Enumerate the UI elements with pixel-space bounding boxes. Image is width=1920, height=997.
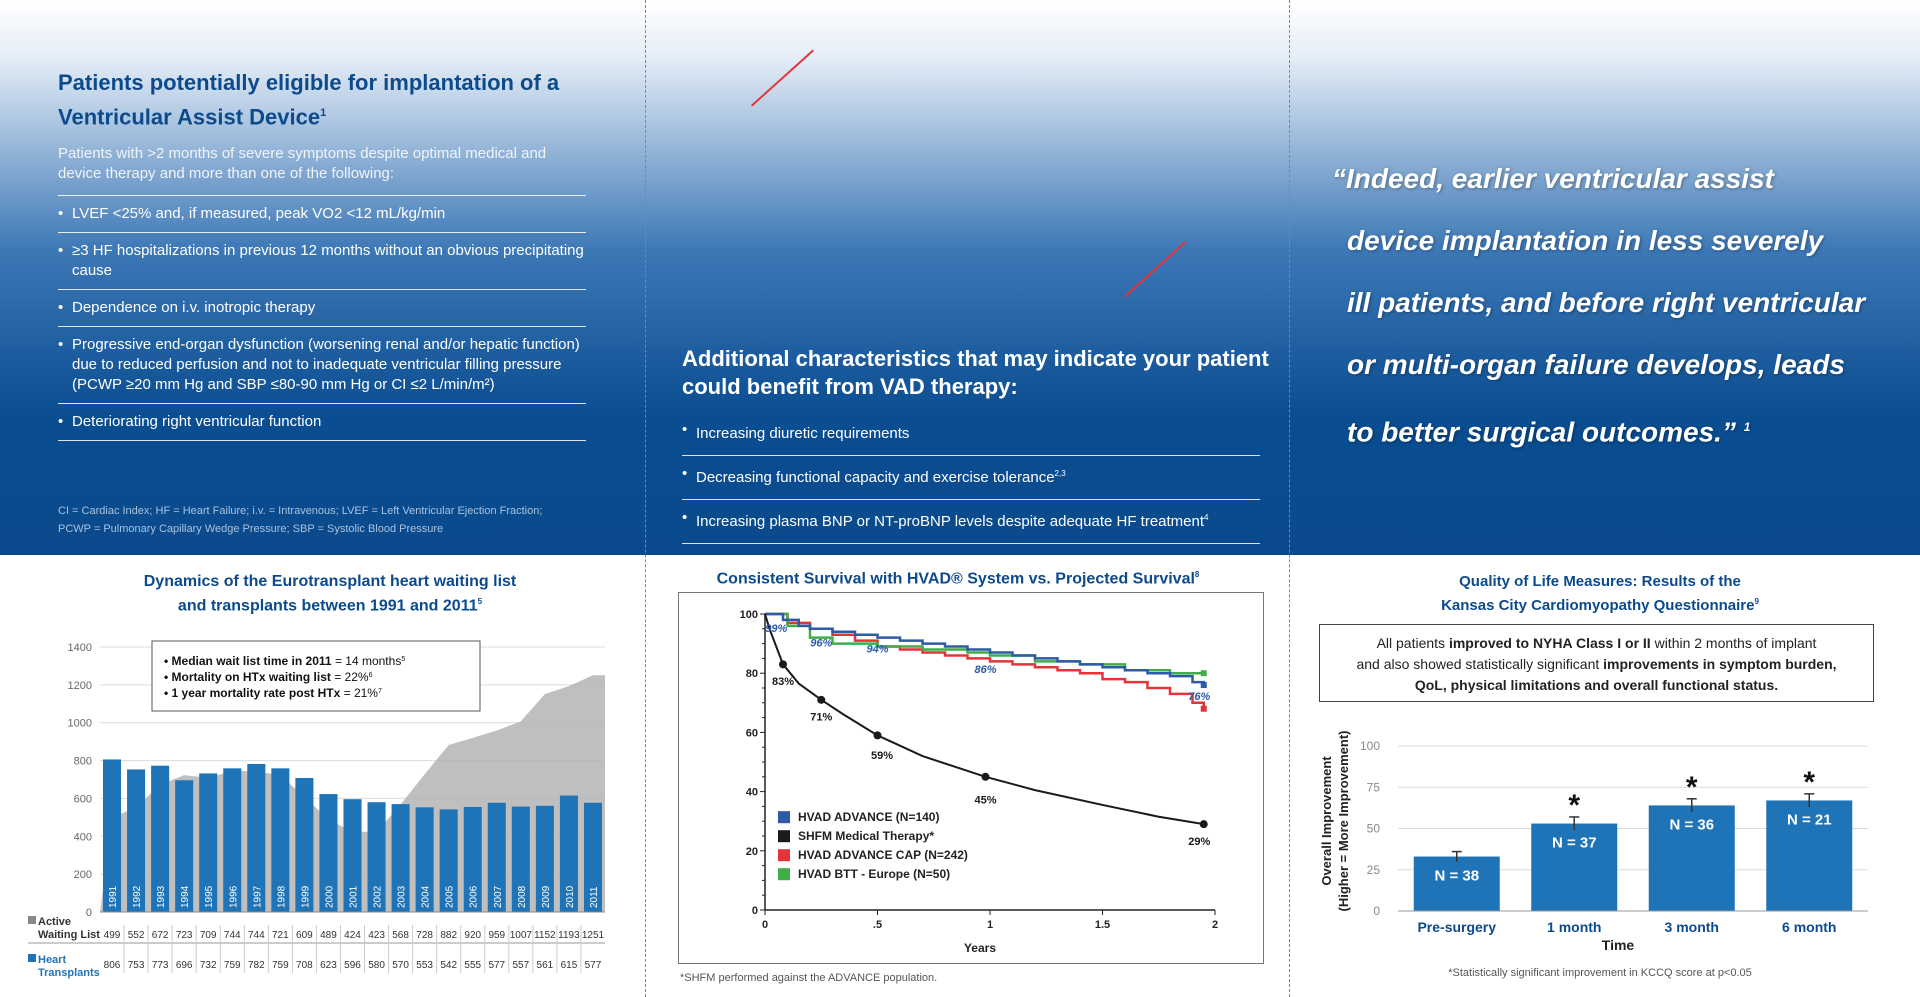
row-label-waiting: Waiting List — [38, 929, 100, 941]
waiting-list-value: 424 — [344, 930, 361, 941]
characteristic-item — [682, 456, 1260, 500]
row-label-waiting: Active — [38, 916, 72, 928]
y-tick-label: 20 — [745, 845, 758, 858]
survival-point-label: 96% — [810, 637, 833, 650]
annotation-value: = 14 months — [334, 654, 402, 668]
annotation-label: • Mortality on HTx waiting list — [164, 670, 335, 684]
waiting-chart-title-ref: 5 — [477, 597, 483, 606]
n-label: N = 37 — [1551, 834, 1597, 852]
row-label-transplants: Transplants — [38, 967, 100, 979]
year-label: 2007 — [492, 885, 504, 908]
pull-quote — [1332, 148, 1892, 463]
annotation-line — [164, 670, 373, 684]
transplant-value: 759 — [223, 960, 241, 971]
waiting-list-value: 959 — [488, 930, 506, 941]
additional-characteristics-title: Additional characteristics that may indicate your patient could benefit from VAD therapy: — [682, 346, 1269, 399]
kccq-chart — [1310, 712, 1890, 957]
x-category-label: Pre-surgery — [1417, 919, 1497, 935]
y-tick-label: 50 — [1366, 821, 1380, 836]
year-label: 2004 — [420, 885, 432, 908]
shfm-point — [1200, 820, 1208, 828]
legend-label: HVAD ADVANCE CAP (N=242) — [798, 848, 968, 863]
survival-chart-title — [678, 565, 1238, 589]
quote-line: or multi-organ failure develops, leads — [1347, 349, 1845, 380]
criteria-item: • LVEF <25% and, if measured, peak VO2 <12 mL/kg/min — [58, 195, 586, 232]
y-tick-label: 0 — [1373, 904, 1380, 918]
year-label: 1995 — [204, 885, 216, 908]
y-tick-label: 60 — [745, 727, 758, 740]
kccq-title-ref: 9 — [1754, 597, 1759, 606]
year-label: 2010 — [564, 885, 576, 908]
box-text: within 2 months of implant — [1650, 635, 1817, 651]
transplant-value: 542 — [440, 960, 458, 971]
x-category-label: 3 month — [1664, 919, 1719, 935]
legend-swatch — [778, 811, 790, 823]
box-bold: improvements in symptom burden, — [1603, 656, 1837, 672]
survival-point-label: 86% — [974, 664, 997, 677]
transplant-value: 570 — [392, 960, 409, 971]
transplant-value: 561 — [536, 960, 554, 971]
transplant-value: 557 — [512, 960, 530, 971]
waiting-list-value: 672 — [151, 930, 169, 941]
box-text: All patients — [1376, 635, 1449, 651]
transplant-value: 623 — [320, 960, 337, 971]
shfm-point — [982, 773, 990, 781]
transplant-swatch — [28, 954, 36, 962]
year-label: 1991 — [108, 885, 120, 908]
survival-chart-title-ref: 8 — [1194, 570, 1200, 579]
y-tick-label: 600 — [73, 793, 92, 806]
x-tick-label: .5 — [872, 919, 883, 931]
waiting-list-value: 1193 — [558, 930, 580, 941]
year-label: 2006 — [468, 885, 480, 908]
survival-point-label: 45% — [974, 794, 997, 807]
waiting-list-chart-title — [80, 572, 580, 616]
kccq-footnote: *Statistically significant improvement in KCCQ score at p<0.05 — [1448, 967, 1752, 979]
waiting-list-chart — [0, 620, 640, 979]
transplant-value: 773 — [151, 960, 169, 971]
waiting-list-value: 728 — [416, 930, 433, 941]
year-label: 2002 — [372, 885, 384, 908]
waiting-list-value: 744 — [223, 930, 241, 941]
transplant-value: 759 — [272, 960, 289, 971]
y-tick-label: 1000 — [67, 717, 92, 730]
eligibility-intro: Patients with >2 months of severe symptoms despite optimal medical and device therapy and more than one of the following: — [58, 145, 547, 182]
quote-ref: 1 — [1743, 420, 1751, 434]
significance-star: * — [1568, 788, 1581, 822]
y-tick-label: 75 — [1366, 780, 1380, 795]
box-bold: improved to NYHA Class I or II — [1448, 635, 1651, 651]
survival-point-label: 29% — [1188, 835, 1211, 848]
characteristic-text: Increasing plasma BNP or NT-proBNP levels despite adequate HF treatment — [696, 513, 1205, 530]
n-label: N = 38 — [1434, 867, 1480, 885]
waiting-list-value: 423 — [368, 930, 385, 941]
waiting-list-value: 499 — [103, 930, 121, 941]
kccq-title-line1: Quality of Life Measures: Results of the — [1459, 573, 1741, 590]
survival-point-label: 99% — [765, 622, 788, 635]
transplant-value: 555 — [464, 960, 482, 971]
year-label: 2003 — [396, 885, 408, 908]
characteristic-text: Increasing diuretic requirements — [696, 425, 910, 442]
annotation-value: = 21% — [343, 686, 378, 700]
transplant-value: 577 — [488, 960, 506, 971]
abbreviations-footnote: CI = Cardiac Index; HF = Heart Failure; i.v. = Intravenous; LVEF = Left Ventricular Ejection Fraction; PCWP = Pulmonary Capillary Wedge Pressure; SBP = Systolic Blood Pressure — [58, 505, 543, 535]
box-bold: QoL, physical limitations and overall functional status. — [1414, 677, 1779, 693]
waiting-list-value: 744 — [247, 930, 265, 941]
quote-line: ill patients, and before right ventricular — [1347, 287, 1866, 318]
y-axis-label: (Higher = More Improvement) — [1336, 730, 1351, 912]
x-category-label: 6 month — [1782, 919, 1837, 935]
y-axis-label: Overall Improvement — [1319, 756, 1334, 886]
waiting-list-value: 709 — [199, 930, 217, 941]
survival-point-label: 94% — [866, 643, 889, 656]
year-label: 1999 — [300, 885, 312, 908]
significance-star: * — [1685, 770, 1698, 804]
n-label: N = 36 — [1669, 816, 1715, 834]
significance-star: * — [1803, 765, 1816, 799]
x-tick-label: 0 — [761, 919, 769, 931]
year-label: 2008 — [516, 885, 528, 908]
y-tick-label: 800 — [73, 755, 92, 768]
y-tick-label: 1400 — [67, 642, 92, 654]
characteristic-item — [682, 412, 1260, 456]
series-end-marker — [1201, 682, 1207, 688]
waiting-list-value: 489 — [320, 930, 337, 941]
eligibility-title — [58, 68, 618, 132]
y-tick-label: 100 — [1359, 739, 1380, 753]
kccq-summary-box — [1319, 624, 1874, 702]
y-tick-label: 400 — [73, 831, 92, 844]
waiting-list-value: 568 — [392, 930, 409, 941]
annotation-ref: 6 — [368, 672, 373, 679]
year-label: 2009 — [540, 885, 552, 908]
transplant-value: 708 — [296, 960, 313, 971]
n-label: N = 21 — [1786, 811, 1832, 829]
year-label: 1998 — [276, 885, 288, 908]
survival-chart-title-text: Consistent Survival with HVAD® System vs. Projected Survival — [716, 570, 1195, 588]
waiting-list-value: 1251 — [581, 930, 605, 941]
year-label: 1993 — [156, 885, 168, 908]
year-label: 1997 — [252, 885, 264, 908]
year-label: 2000 — [324, 885, 336, 908]
x-axis-label: Years — [963, 941, 997, 955]
waiting-list-value: 882 — [440, 930, 458, 941]
waiting-list-value: 721 — [272, 930, 289, 941]
quote-line: device implantation in less severely — [1347, 225, 1824, 256]
transplant-value: 696 — [175, 960, 193, 971]
transplant-value: 615 — [560, 960, 578, 971]
eligibility-title-text: Patients potentially eligible for implantation of a Ventricular Assist Device — [58, 70, 560, 130]
y-tick-label: 25 — [1366, 862, 1380, 877]
y-tick-label: 100 — [739, 609, 758, 621]
legend-swatch — [778, 830, 790, 842]
annotation-label: • 1 year mortality rate post HTx — [164, 686, 344, 700]
waiting-list-value: 1007 — [509, 930, 532, 941]
y-tick-label: 40 — [745, 786, 758, 799]
annotation-ref: 7 — [377, 688, 382, 695]
eligibility-title-ref: 1 — [320, 107, 327, 119]
y-tick-label: 80 — [745, 668, 758, 681]
shfm-point — [874, 731, 882, 739]
waiting-list-swatch — [28, 916, 36, 924]
transplant-value: 732 — [199, 960, 217, 971]
x-axis-label: Time — [1601, 937, 1635, 953]
y-tick-label: 0 — [751, 905, 758, 917]
x-tick-label: 1 — [986, 919, 994, 931]
y-tick-label: 1200 — [67, 679, 92, 692]
criteria-item: • Progressive end-organ dysfunction (worsening renal and/or hepatic function) due to reduced perfusion and not to inadequate ventricular filling pressure (PCWP ≥20 mm Hg and SBP ≤80-90 mm Hg or CI ≤2 L/min/m²) — [58, 326, 586, 403]
shfm-point — [779, 660, 787, 668]
transplant-value: 596 — [344, 960, 361, 971]
survival-point-label: 59% — [870, 750, 894, 763]
legend-label: HVAD ADVANCE (N=140) — [798, 810, 940, 825]
year-label: 2011 — [588, 886, 600, 908]
waiting-list-value: 609 — [296, 930, 313, 941]
box-text: and also showed statistically significant — [1356, 656, 1604, 672]
legend-label: SHFM Medical Therapy* — [798, 829, 935, 844]
waiting-list-value: 723 — [175, 930, 193, 941]
criteria-item: • ≥3 HF hospitalizations in previous 12 months without an obvious precipitating cause — [58, 232, 586, 289]
waiting-chart-title-line2: and transplants between 1991 and 2011 — [177, 597, 478, 615]
waiting-chart-title-line1: Dynamics of the Eurotransplant heart waiting list — [143, 573, 517, 590]
survival-point-label: 71% — [810, 711, 833, 724]
quote-line — [1347, 396, 1892, 463]
legend-swatch — [778, 868, 790, 880]
characteristic-ref: 2,3 — [1054, 469, 1066, 478]
x-category-label: 1 month — [1547, 919, 1602, 935]
criteria-item: • Deteriorating right ventricular function — [58, 403, 586, 441]
series-end-marker — [1201, 706, 1207, 712]
survival-chart — [678, 592, 1264, 964]
x-tick-label: 2 — [1211, 919, 1219, 931]
quote-line-text: to better surgical outcomes.” — [1347, 416, 1736, 448]
year-label: 1992 — [132, 885, 144, 908]
eligibility-criteria-list — [58, 195, 586, 441]
transplant-value: 782 — [247, 960, 265, 971]
characteristic-text: Decreasing functional capacity and exercise tolerance — [696, 469, 1055, 486]
transplant-value: 753 — [127, 960, 145, 971]
x-tick-label: 1.5 — [1094, 919, 1111, 931]
additional-characteristics-list — [682, 412, 1260, 544]
criteria-item: • Dependence on i.v. inotropic therapy — [58, 289, 586, 326]
annotation-line — [164, 686, 382, 700]
year-label: 1996 — [228, 885, 240, 908]
annotation-ref: 5 — [401, 656, 406, 663]
waiting-list-value: 920 — [464, 930, 482, 941]
transplant-value: 577 — [584, 960, 602, 971]
annotation-line — [164, 654, 405, 668]
characteristic-ref: 4 — [1204, 513, 1209, 522]
transplant-value: 806 — [103, 960, 121, 971]
row-label-transplants: Heart — [38, 954, 67, 966]
chart-frame — [679, 593, 1264, 964]
survival-point-label: 76% — [1188, 690, 1211, 703]
year-label: 2005 — [444, 885, 456, 908]
annotation-value: = 22% — [334, 670, 369, 684]
shfm-point — [817, 696, 825, 704]
legend-label: HVAD BTT - Europe (N=50) — [798, 867, 951, 882]
survival-footnote: *SHFM performed against the ADVANCE population. — [680, 972, 938, 984]
transplant-value: 580 — [368, 960, 385, 971]
series-end-marker — [1201, 670, 1207, 676]
characteristic-item — [682, 500, 1260, 544]
kccq-chart-title — [1330, 572, 1870, 616]
quote-line: “Indeed, earlier ventricular assist — [1332, 163, 1774, 194]
year-label: 2001 — [348, 885, 360, 908]
fold-line-1 — [645, 0, 646, 997]
annotation-label: • Median wait list time in 2011 — [164, 654, 335, 668]
kccq-title-line2: Kansas City Cardiomyopathy Questionnaire — [1441, 597, 1755, 614]
transplant-value: 553 — [416, 960, 433, 971]
fold-line-2 — [1289, 0, 1290, 997]
year-label: 1994 — [180, 885, 192, 908]
waiting-list-value: 552 — [127, 930, 145, 941]
legend-swatch — [778, 849, 790, 861]
y-tick-label: 0 — [85, 907, 92, 919]
survival-point-label: 83% — [771, 676, 795, 689]
waiting-list-value: 1152 — [534, 930, 556, 941]
y-tick-label: 200 — [73, 869, 92, 882]
